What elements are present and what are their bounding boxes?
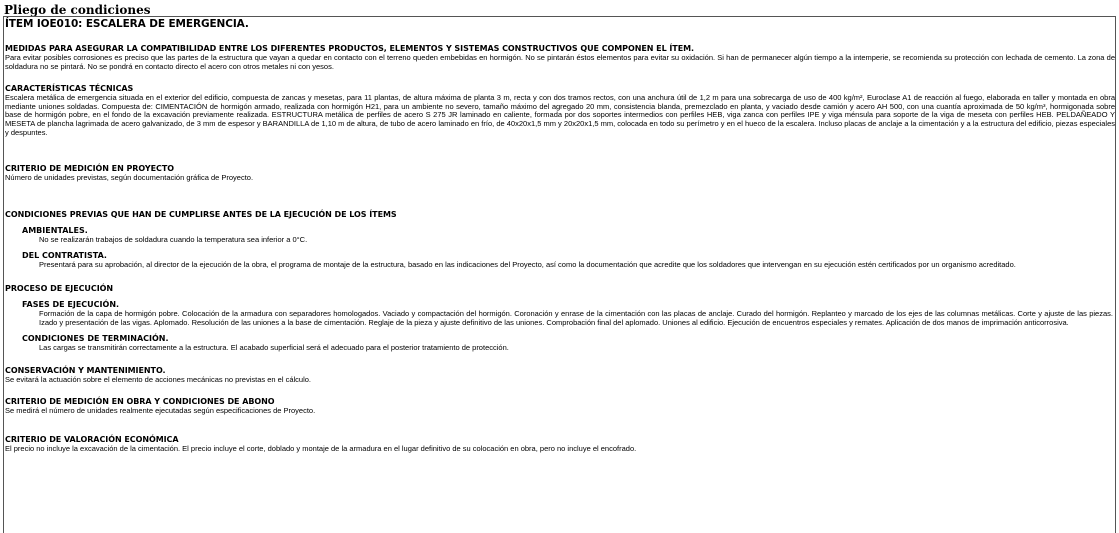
tech-text: Escalera metálica de emergencia situada en el exterior del edificio, compuesta de zancas y mesetas, para 11 plantas, de altura máxima de planta 3 m, recta y con dos tramos rectos, con una anchura útil de 1,2 m para una sobrecarga de uso de 400 kg/m², Euroclase A1 de reacción al fuego, elaborada en taller y montada en obra mediante uniones soldadas. Compuesta de: CIMENTACIÓN de hormigón armado, realizada con hormigón H21, para un ambiente no severo, tamaño máximo del agregado 20 mm, consistencia blanda, premezclado en planta, y vaciado desde camión y acero AH 500, con una cuantía aproximada de 50 kg/m³, hormigonada sobre base de hormigón pobre, en el fondo de la excavación previamente realizada. ESTRUCTURA metálica de perfiles de acero S 275 JR laminado en caliente, formada por dos soportes intermedios con perfiles HEB, viga zanca con perfiles IPE y viga ménsula para soporte de la viga de meseta con perfiles HEB. PELDAÑEADO Y MESETA de plancha lagrimada de acero galvanizado, de 3 mm de espesor y BARANDILLA de 1,10 m de altura, de tubo de acero laminado en frío, de 40x20x1,5 mm y 20x20x1,5 mm, colocada en todo su perímetro y en el hueco de la escalera. Incluso placas de anclaje a la cimentación y a la estructura del edificio, piezas especiales y despuntes. — [5, 93, 1115, 137]
compat-text: Para evitar posibles corrosiones es preciso que las partes de la estructura que vayan a quedar en contacto con el terreno queden embebidas en hormigón. No se pintarán éstos elementos para evitar su oxidación. Si han de permanecer algún tiempo a la intemperie, se recomienda su protección con lechada de cemento. La zona de soldadura no se pintará. No se pondrá en contacto directo el acero con otros metales ni con yesos. — [5, 53, 1115, 71]
contratista-title: DEL CONTRATISTA. — [22, 251, 107, 261]
medicion-obra-text: Se medirá el número de unidades realmente ejecutadas según especificaciones de Proyecto. — [5, 406, 316, 416]
fases-text: Formación de la capa de hormigón pobre. Colocación de la armadura con separadores homologados. Vaciado y compactación del hormigón. Coronación y enrase de la cimentación con las placas de anclaje. Curado del hormigón. Replanteo y marcado de los ejes de las columnas metálicas. Corte y ajuste de las piezas. Izado y presentación de las vigas. Aplomado. Resolución de las uniones a la base de cimentación. Reglaje de la pieza y ajuste definitivo de las uniones. Comprobación final del aplomado. Uniones al edificio. Ejecución de encuentros especiales y remates. Aplicación de dos manos de imprimación anticorrosiva. — [39, 308, 1113, 327]
compat-title: MEDIDAS PARA ASEGURAR LA COMPATIBILIDAD ENTRE LOS DIFERENTES PRODUCTOS, ELEMENTOS Y SISTEMAS CONSTRUCTIVOS QUE COMPONEN EL ÍTEM. — [5, 44, 695, 53]
contratista-text: Presentará para su aprobación, al director de la ejecución de la obra, el programa de montaje de la estructura, basado en las indicaciones del Proyecto, así como la documentación que acredite que los soldadores que intervengan en su ejecución estén certificados por un organismo acreditado. — [39, 260, 1016, 270]
criterio-proyecto-title: CRITERIO DE MEDICIÓN EN PROYECTO — [5, 164, 174, 174]
valoracion-title: CRITERIO DE VALORACIÓN ECONÓMICA — [5, 434, 179, 444]
valoracion-text: El precio no incluye la excavación de la cimentación. El precio incluye el corte, doblado y montaje de la armadura en el lugar definitivo de su colocación en obra, pero no incluye el encofrado. — [5, 443, 637, 453]
proceso-title: PROCESO DE EJECUCIÓN — [5, 283, 114, 293]
medicion-obra-title: CRITERIO DE MEDICIÓN EN OBRA Y CONDICIONES DE ABONO — [5, 397, 275, 407]
criterio-proyecto-text: Número de unidades previstas, según documentación gráfica de Proyecto. — [5, 173, 254, 183]
document-frame — [3, 16, 1116, 533]
ambientales-title: AMBIENTALES. — [22, 225, 88, 235]
terminacion-title: CONDICIONES DE TERMINACIÓN. — [22, 334, 169, 344]
conservacion-title: CONSERVACIÓN Y MANTENIMIENTO. — [5, 365, 166, 375]
tech-title: CARACTERÍSTICAS TÉCNICAS — [5, 84, 134, 94]
ambientales-text: No se realizarán trabajos de soldadura cuando la temperatura sea inferior a 0°C. — [39, 234, 308, 244]
fases-title: FASES DE EJECUCIÓN. — [22, 299, 120, 309]
page-header: Pliego de condiciones — [4, 3, 151, 17]
previas-title: CONDICIONES PREVIAS QUE HAN DE CUMPLIRSE ANTES DE LA EJECUCIÓN DE LOS ÍTEMS — [5, 209, 397, 219]
item-title: ÍTEM IOE010: ESCALERA DE EMERGENCIA. — [5, 18, 249, 30]
conservacion-text: Se evitará la actuación sobre el elemento de acciones mecánicas no previstas en el cálculo. — [5, 374, 312, 384]
terminacion-text: Las cargas se transmitirán correctamente a la estructura. El acabado superficial será el adecuado para el posterior tratamiento de protección. — [39, 343, 509, 353]
